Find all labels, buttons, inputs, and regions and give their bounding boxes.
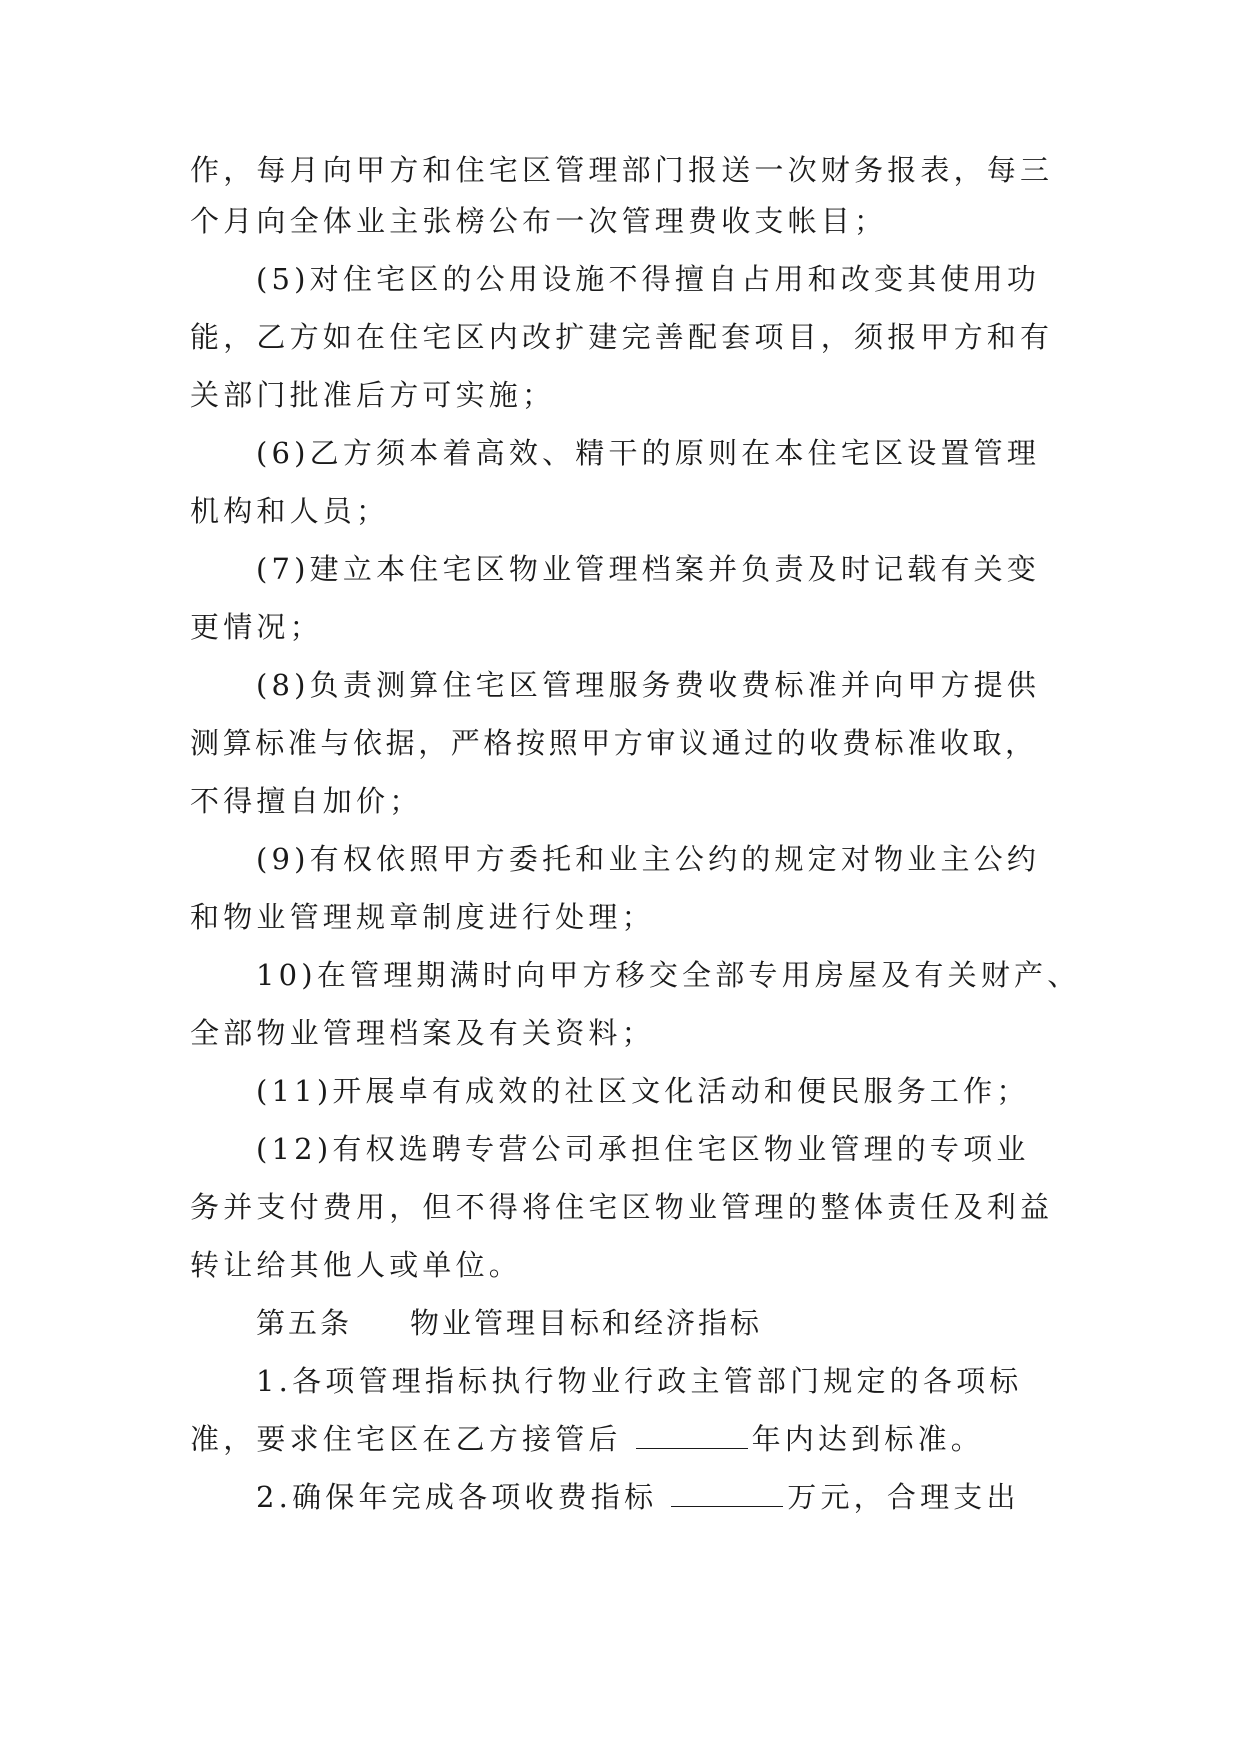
- article-number: 第五条: [256, 1306, 353, 1340]
- item-2-text-before-blank: 2.确保年完成各项收费指标: [256, 1480, 658, 1514]
- text-line: 机构和人员；: [190, 494, 390, 528]
- years-fill-blank: [636, 1420, 748, 1449]
- clause-7-line: (7)建立本住宅区物业管理档案并负责及时记载有关变: [256, 552, 1041, 586]
- text-line: 全部物业管理档案及有关资料；: [190, 1016, 655, 1050]
- clause-6-line: (6)乙方须本着高效、精干的原则在本住宅区设置管理: [256, 436, 1041, 470]
- text-line: 转让给其他人或单位。: [190, 1248, 523, 1282]
- item-2-text-after-blank: 万元，合理支出: [787, 1480, 1020, 1514]
- text-line: 不得擅自加价；: [190, 784, 423, 818]
- clause-12-line: (12)有权选聘专营公司承担住宅区物业管理的专项业: [256, 1132, 1030, 1166]
- article-title: 物业管理目标和经济指标: [410, 1306, 763, 1340]
- text-line: 能，乙方如在住宅区内改扩建完善配套项目，须报甲方和有: [190, 320, 1054, 354]
- article-heading: [256, 1303, 1126, 1343]
- text-line: 更情况；: [190, 610, 323, 644]
- item-1-continuation: [190, 1419, 1060, 1459]
- text-line: 和物业管理规章制度进行处理；: [190, 900, 655, 934]
- clause-9-line: (9)有权依照甲方委托和业主公约的规定对物业主公约: [256, 842, 1041, 876]
- text-line: 务并支付费用，但不得将住宅区物业管理的整体责任及利益: [190, 1190, 1054, 1224]
- clause-10-line: 10)在管理期满时向甲方移交全部专用房屋及有关财产、: [256, 958, 1081, 992]
- text-line: 关部门批准后方可实施；: [190, 378, 556, 412]
- amount-fill-blank: [671, 1478, 783, 1507]
- clause-11-line: (11)开展卓有成效的社区文化活动和便民服务工作；: [256, 1074, 1030, 1108]
- text-line: 作，每月向甲方和住宅区管理部门报送一次财务报表，每三: [190, 153, 1054, 187]
- item-2-line: [256, 1477, 1126, 1517]
- clause-8-line: (8)负责测算住宅区管理服务费收费标准并向甲方提供: [256, 668, 1041, 702]
- clause-5-line: (5)对住宅区的公用设施不得擅自占用和改变其使用功: [256, 262, 1041, 296]
- text-line: 测算标准与依据，严格按照甲方审议通过的收费标准收取，: [190, 726, 1038, 760]
- item-1-line: 1.各项管理指标执行物业行政主管部门规定的各项标: [256, 1364, 1023, 1398]
- text-line: 个月向全体业主张榜公布一次管理费收支帐目；: [190, 204, 888, 238]
- item-1-text-before-blank: 准，要求住宅区在乙方接管后: [190, 1422, 622, 1456]
- item-1-text-after-blank: 年内达到标准。: [751, 1422, 985, 1456]
